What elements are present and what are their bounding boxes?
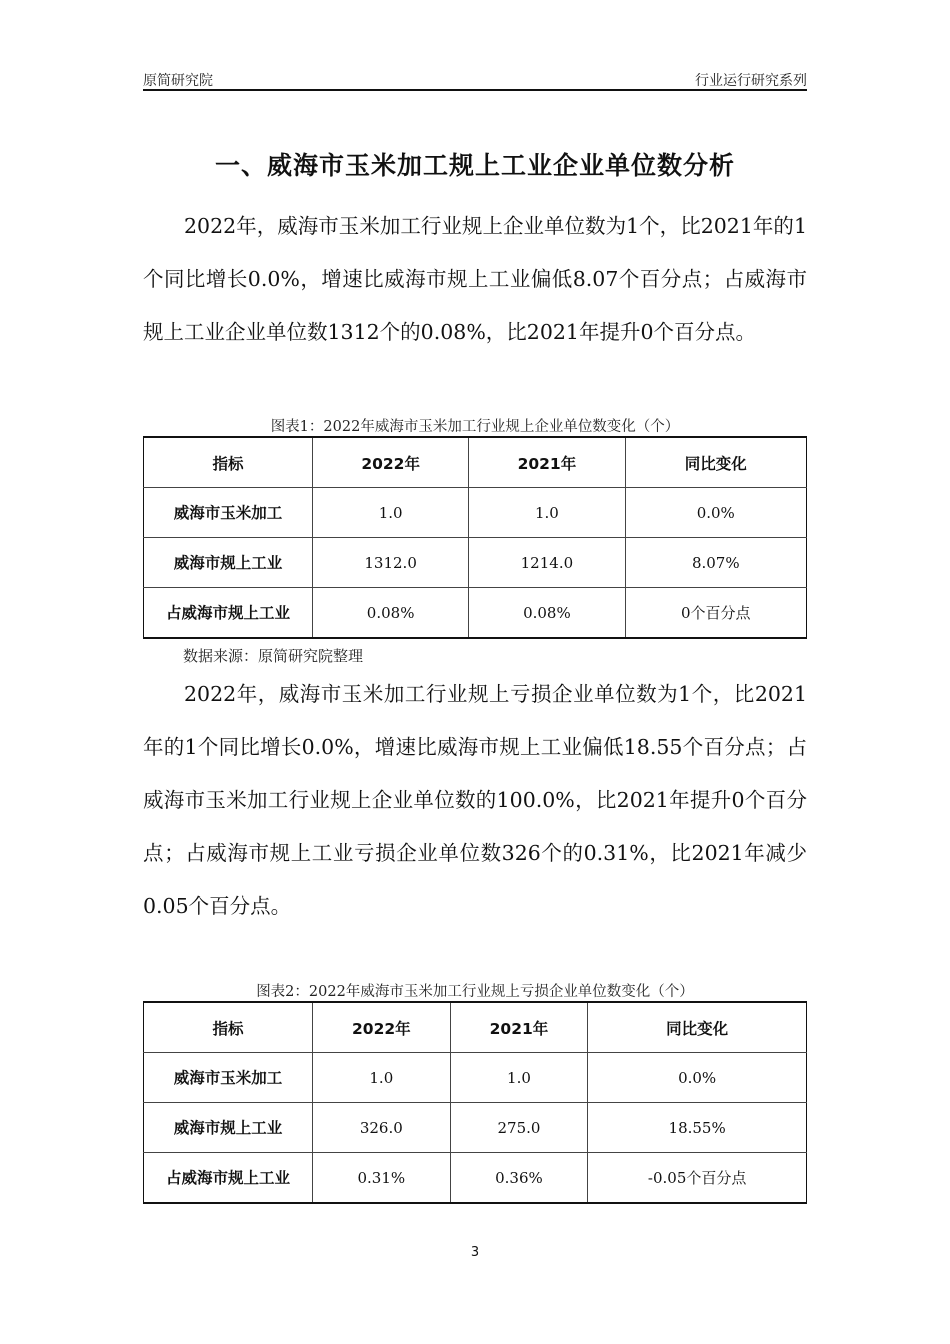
table-header-row <box>144 437 807 488</box>
cell: 0.31% <box>313 1153 451 1204</box>
table-row <box>144 588 807 639</box>
cell: 1.0 <box>313 488 469 538</box>
cell: 275.0 <box>450 1103 588 1153</box>
cell: -0.05个百分点 <box>588 1153 807 1204</box>
header-cell: 2022年 <box>313 437 469 488</box>
header-cell: 2022年 <box>313 1002 451 1053</box>
cell: 8.07% <box>625 538 806 588</box>
row-label: 占威海市规上工业 <box>144 1153 313 1204</box>
cell: 1214.0 <box>469 538 625 588</box>
cell: 1.0 <box>469 488 625 538</box>
cell: 0.0% <box>588 1053 807 1103</box>
header-series: 行业运行研究系列 <box>695 73 807 89</box>
cell: 0.0% <box>625 488 806 538</box>
header-org: 原简研究院 <box>143 73 213 89</box>
table-row <box>144 488 807 538</box>
table-2-caption: 图表2：2022年威海市玉米加工行业规上亏损企业单位数变化（个） <box>256 984 694 1000</box>
row-label: 威海市规上工业 <box>144 1103 313 1153</box>
paragraph-1-text: 2022年，威海市玉米加工行业规上企业单位数为1个，比2021年的1个同比增长0.0%，增速比威海市规上工业偏低8.07个百分点；占威海市规上工业企业单位数1312个的0.08%，比2021年提升0个百分点。 <box>143 214 807 344</box>
table-2 <box>143 1001 807 1204</box>
paragraph-1 <box>143 200 807 359</box>
data-source-note: 数据来源：原简研究院整理 <box>183 647 364 665</box>
cell: 326.0 <box>313 1103 451 1153</box>
page-number: 3 <box>470 1245 480 1260</box>
section-title: 一、威海市玉米加工规上工业企业单位数分析 <box>214 151 735 180</box>
table-row <box>144 1103 807 1153</box>
cell: 0个百分点 <box>625 588 806 639</box>
row-label: 威海市玉米加工 <box>144 488 313 538</box>
cell: 18.55% <box>588 1103 807 1153</box>
page-header <box>143 68 807 90</box>
header-cell: 指标 <box>144 1002 313 1053</box>
row-label: 威海市玉米加工 <box>144 1053 313 1103</box>
table-row <box>144 538 807 588</box>
cell: 0.08% <box>313 588 469 639</box>
header-cell: 同比变化 <box>588 1002 807 1053</box>
cell: 1312.0 <box>313 538 469 588</box>
header-cell: 指标 <box>144 437 313 488</box>
table-1 <box>143 436 807 639</box>
cell: 0.08% <box>469 588 625 639</box>
table-row <box>144 1153 807 1204</box>
row-label: 威海市规上工业 <box>144 538 313 588</box>
header-cell: 同比变化 <box>625 437 806 488</box>
table-1-caption: 图表1：2022年威海市玉米加工行业规上企业单位数变化（个） <box>270 419 680 435</box>
cell: 0.36% <box>450 1153 588 1204</box>
row-label: 占威海市规上工业 <box>144 588 313 639</box>
paragraph-2 <box>143 668 807 933</box>
cell: 1.0 <box>313 1053 451 1103</box>
cell: 1.0 <box>450 1053 588 1103</box>
header-divider <box>143 89 807 91</box>
header-cell: 2021年 <box>469 437 625 488</box>
table-header-row <box>144 1002 807 1053</box>
paragraph-2-text: 2022年，威海市玉米加工行业规上亏损企业单位数为1个，比2021年的1个同比增长0.0%，增速比威海市规上工业偏低18.55个百分点；占威海市玉米加工行业规上企业单位数的100.0%，比2021年提升0个百分点；占威海市规上工业亏损企业单位数326个的0.31%，比2021年减少0.05个百分点。 <box>143 682 807 918</box>
table-row <box>144 1053 807 1103</box>
header-cell: 2021年 <box>450 1002 588 1053</box>
